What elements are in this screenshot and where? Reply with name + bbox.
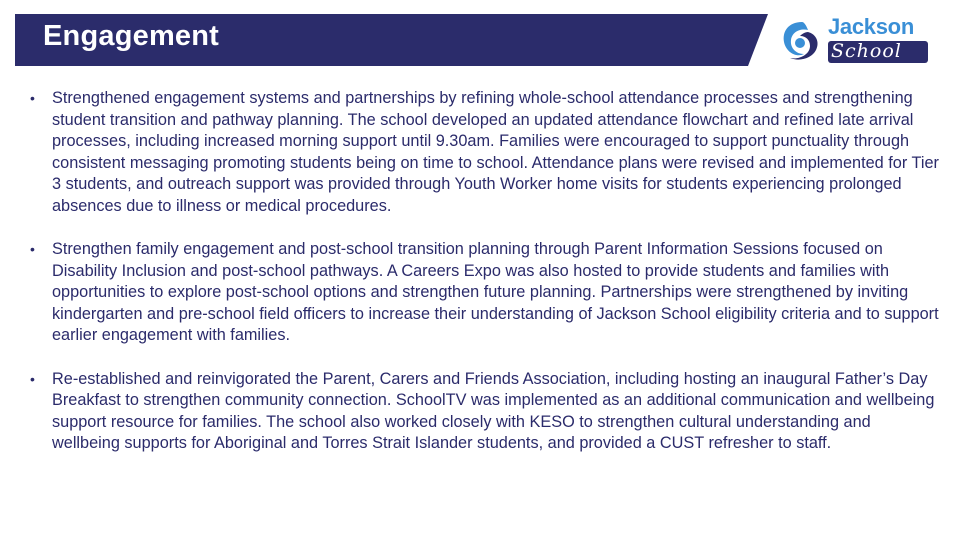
- logo-word-school-box: [828, 41, 928, 63]
- bullet-text: Re-established and reinvigorated the Parent, Carers and Friends Association, including hosting an inaugural Father’s Day Breakfast to strengthen community connection. SchoolTV was implemented as an additional communication and wellbeing support resource for families. The school also worked closely with KESO to strengthen cultural understanding and wellbeing supports for Aboriginal and Torres Strait Islander students, and provided a CUST refresher to staff.: [52, 369, 935, 453]
- bullet-text: Strengthened engagement systems and partnerships by refining whole-school attendance processes and strengthening student transition and pathway planning. The school developed an updated attendance flowchart and refined late arrival processes, including increased morning support until 9.30am. Families were encouraged to support punctuality through consistent messaging promoting students being on time to school. Attendance plans were revised and implemented for Tier 3 students, and outreach support was provided through Youth Worker home visits for students experiencing prolonged absences due to illness or medical procedures.: [52, 89, 939, 215]
- bullet-text: Strengthen family engagement and post-school transition planning through Parent Information Sessions focused on Disability Inclusion and post-school pathways. A Careers Expo was also hosted to provide students and families with opportunities to explore post-school options and strengthen future planning. Partnerships were strengthened by inviting kindergarten and pre-school field officers to increase their understanding of Jackson School eligibility criteria and to support earlier engagement with families.: [52, 240, 939, 345]
- logo-word-school: School: [831, 40, 902, 62]
- list-item: [30, 88, 940, 218]
- list-item: [30, 369, 940, 455]
- bullet-list: [30, 88, 940, 476]
- list-item: [30, 239, 940, 347]
- page-title: Engagement: [43, 20, 220, 52]
- bullet-icon: •: [30, 90, 35, 106]
- school-logo: [778, 16, 930, 66]
- logo-word-jackson: Jackson: [828, 14, 914, 39]
- bullet-icon: •: [30, 241, 35, 258]
- bullet-icon: •: [30, 370, 35, 387]
- jackson-swirl-logo-icon: [778, 18, 826, 64]
